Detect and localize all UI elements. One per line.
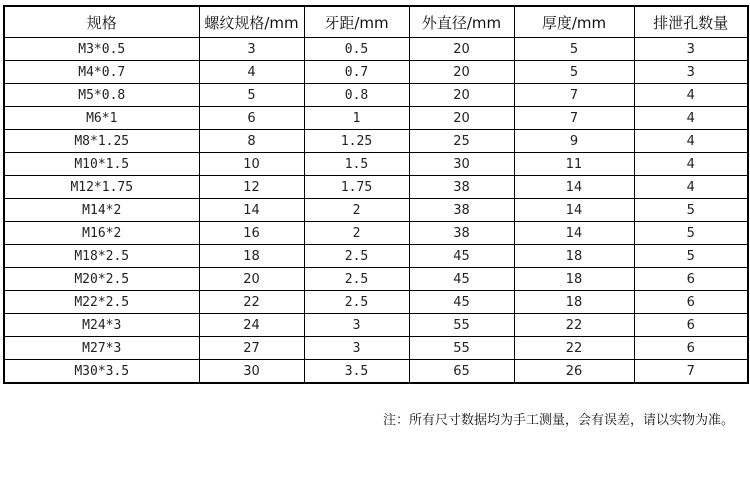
cell-outer-diameter: 55 xyxy=(409,314,514,337)
table-row xyxy=(4,268,748,291)
cell-thread-size: 27 xyxy=(199,337,304,360)
cell-thread-size: 10 xyxy=(199,153,304,176)
cell-spec: M12*1.75 xyxy=(4,176,199,199)
cell-spec: M30*3.5 xyxy=(4,360,199,384)
cell-spec: M14*2 xyxy=(4,199,199,222)
table-row xyxy=(4,130,748,153)
table-row xyxy=(4,314,748,337)
cell-thickness: 14 xyxy=(514,199,634,222)
cell-thread-size: 3 xyxy=(199,38,304,61)
cell-spec: M18*2.5 xyxy=(4,245,199,268)
cell-outer-diameter: 20 xyxy=(409,61,514,84)
cell-drain-holes: 6 xyxy=(634,314,748,337)
table-row xyxy=(4,153,748,176)
cell-thread-size: 16 xyxy=(199,222,304,245)
table-row xyxy=(4,222,748,245)
table-row xyxy=(4,84,748,107)
cell-drain-holes: 6 xyxy=(634,337,748,360)
cell-thread-size: 4 xyxy=(199,61,304,84)
cell-drain-holes: 5 xyxy=(634,222,748,245)
cell-drain-holes: 4 xyxy=(634,107,748,130)
cell-pitch: 2.5 xyxy=(304,245,409,268)
cell-spec: M10*1.5 xyxy=(4,153,199,176)
table-row xyxy=(4,337,748,360)
cell-thickness: 7 xyxy=(514,84,634,107)
cell-outer-diameter: 45 xyxy=(409,291,514,314)
table-row xyxy=(4,291,748,314)
header-row xyxy=(4,6,748,38)
cell-thread-size: 18 xyxy=(199,245,304,268)
cell-outer-diameter: 65 xyxy=(409,360,514,384)
measurement-note: 注：所有尺寸数据均为手工测量，会有误差，请以实物为准。 xyxy=(382,413,734,428)
cell-drain-holes: 6 xyxy=(634,268,748,291)
cell-drain-holes: 5 xyxy=(634,245,748,268)
cell-pitch: 3 xyxy=(304,337,409,360)
cell-drain-holes: 5 xyxy=(634,199,748,222)
cell-thickness: 18 xyxy=(514,245,634,268)
header-drain-holes: 排泄孔数量 xyxy=(634,6,748,38)
table-row xyxy=(4,38,748,61)
cell-spec: M3*0.5 xyxy=(4,38,199,61)
cell-thread-size: 12 xyxy=(199,176,304,199)
cell-spec: M6*1 xyxy=(4,107,199,130)
cell-thread-size: 14 xyxy=(199,199,304,222)
cell-pitch: 2 xyxy=(304,222,409,245)
cell-drain-holes: 3 xyxy=(634,61,748,84)
cell-thread-size: 5 xyxy=(199,84,304,107)
cell-outer-diameter: 20 xyxy=(409,84,514,107)
cell-spec: M16*2 xyxy=(4,222,199,245)
table-row xyxy=(4,176,748,199)
cell-pitch: 3 xyxy=(304,314,409,337)
cell-thread-size: 6 xyxy=(199,107,304,130)
cell-thickness: 18 xyxy=(514,291,634,314)
table-row xyxy=(4,61,748,84)
cell-spec: M24*3 xyxy=(4,314,199,337)
cell-outer-diameter: 45 xyxy=(409,268,514,291)
cell-drain-holes: 4 xyxy=(634,84,748,107)
cell-spec: M4*0.7 xyxy=(4,61,199,84)
cell-spec: M22*2.5 xyxy=(4,291,199,314)
cell-pitch: 2.5 xyxy=(304,268,409,291)
cell-spec: M8*1.25 xyxy=(4,130,199,153)
cell-outer-diameter: 20 xyxy=(409,107,514,130)
cell-thickness: 5 xyxy=(514,38,634,61)
header-pitch: 牙距/mm xyxy=(304,6,409,38)
cell-outer-diameter: 38 xyxy=(409,199,514,222)
cell-pitch: 0.7 xyxy=(304,61,409,84)
cell-drain-holes: 6 xyxy=(634,291,748,314)
cell-thickness: 7 xyxy=(514,107,634,130)
cell-outer-diameter: 38 xyxy=(409,222,514,245)
cell-thickness: 18 xyxy=(514,268,634,291)
cell-outer-diameter: 38 xyxy=(409,176,514,199)
cell-pitch: 2.5 xyxy=(304,291,409,314)
header-outer-diameter: 外直径/mm xyxy=(409,6,514,38)
cell-pitch: 2 xyxy=(304,199,409,222)
cell-pitch: 0.8 xyxy=(304,84,409,107)
cell-thread-size: 30 xyxy=(199,360,304,384)
cell-thread-size: 8 xyxy=(199,130,304,153)
table-row xyxy=(4,107,748,130)
cell-spec: M20*2.5 xyxy=(4,268,199,291)
table-body xyxy=(4,38,748,384)
table-row xyxy=(4,199,748,222)
table-row xyxy=(4,360,748,384)
cell-pitch: 1.25 xyxy=(304,130,409,153)
cell-outer-diameter: 30 xyxy=(409,153,514,176)
cell-pitch: 1.5 xyxy=(304,153,409,176)
table-row xyxy=(4,245,748,268)
cell-thickness: 26 xyxy=(514,360,634,384)
header-spec: 规格 xyxy=(4,6,199,38)
cell-thread-size: 24 xyxy=(199,314,304,337)
cell-drain-holes: 7 xyxy=(634,360,748,384)
cell-thickness: 14 xyxy=(514,222,634,245)
cell-pitch: 3.5 xyxy=(304,360,409,384)
table-header xyxy=(4,6,748,38)
cell-outer-diameter: 55 xyxy=(409,337,514,360)
cell-drain-holes: 4 xyxy=(634,176,748,199)
cell-spec: M27*3 xyxy=(4,337,199,360)
cell-drain-holes: 4 xyxy=(634,153,748,176)
cell-outer-diameter: 20 xyxy=(409,38,514,61)
cell-pitch: 0.5 xyxy=(304,38,409,61)
cell-pitch: 1 xyxy=(304,107,409,130)
cell-outer-diameter: 45 xyxy=(409,245,514,268)
header-thickness: 厚度/mm xyxy=(514,6,634,38)
cell-thickness: 5 xyxy=(514,61,634,84)
cell-pitch: 1.75 xyxy=(304,176,409,199)
cell-thickness: 9 xyxy=(514,130,634,153)
cell-thickness: 22 xyxy=(514,337,634,360)
cell-spec: M5*0.8 xyxy=(4,84,199,107)
spec-table xyxy=(3,5,749,384)
cell-drain-holes: 4 xyxy=(634,130,748,153)
cell-thread-size: 20 xyxy=(199,268,304,291)
cell-thread-size: 22 xyxy=(199,291,304,314)
header-thread-size: 螺纹规格/mm xyxy=(199,6,304,38)
cell-outer-diameter: 25 xyxy=(409,130,514,153)
cell-thickness: 11 xyxy=(514,153,634,176)
cell-thickness: 14 xyxy=(514,176,634,199)
cell-drain-holes: 3 xyxy=(634,38,748,61)
cell-thickness: 22 xyxy=(514,314,634,337)
